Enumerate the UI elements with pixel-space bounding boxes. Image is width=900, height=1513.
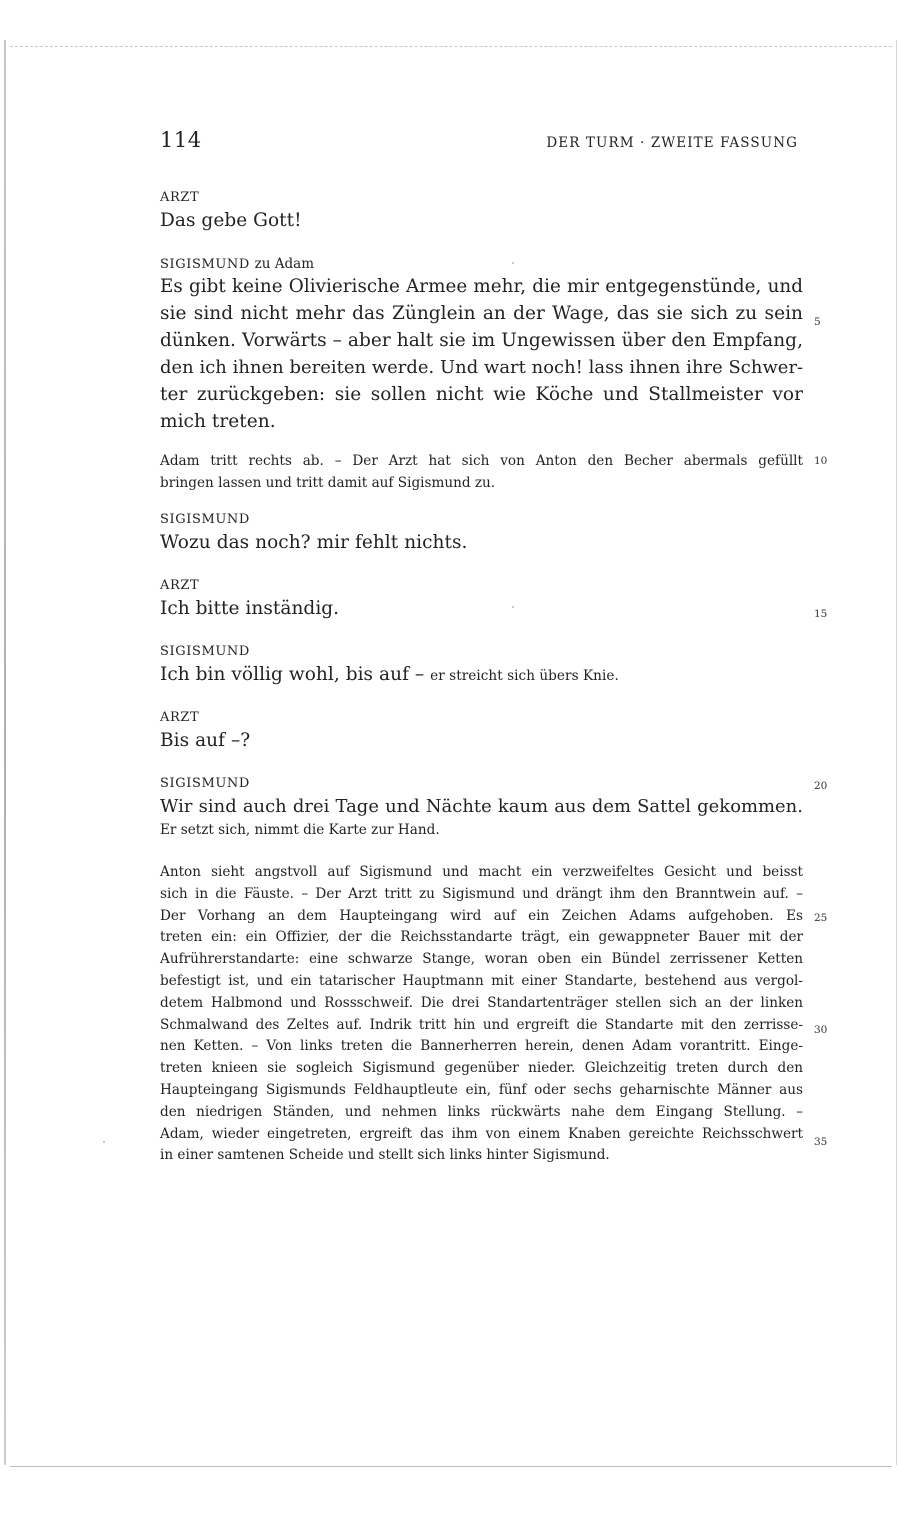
margin-line-number: 15: [814, 608, 828, 620]
scan-edge-top: [10, 46, 892, 47]
speech-line: [160, 661, 803, 688]
margin-line-number: 25: [814, 912, 828, 924]
dialogue-block: [160, 775, 803, 842]
speaker-name: ARZT: [160, 578, 200, 593]
margin-line-number: 10: [814, 455, 828, 467]
dialogue-block: [160, 511, 803, 556]
speech-line: Wozu das noch? mir fehlt nichts.: [160, 532, 468, 553]
stage-direction-line: sich in die Fäuste. – Der Arzt tritt zu Sigismund und drängt ihm den Branntwein auf. –: [160, 885, 803, 902]
inline-stage-direction: er streicht sich übers Knie.: [430, 668, 619, 684]
speech-line: Das gebe Gott!: [160, 210, 302, 231]
stage-direction-line: Adam tritt rechts ab. – Der Arzt hat sich von Anton den Becher abermals gefüllt: [160, 453, 803, 469]
scan-edge-bottom: [10, 1466, 892, 1467]
speaker-name: SIGISMUND: [160, 776, 250, 791]
speech-line: sie sind nicht mehr das Zünglein an der Wage, das sie sich zu sein: [160, 303, 803, 324]
speech-line: den ich ihnen bereiten werde. Und wart noch! lass ihnen ihre Schwer-: [160, 357, 804, 378]
stage-direction-line: Aufrührerstandarte: eine schwarze Stange, woran oben ein Bündel zerrissener Ketten: [160, 951, 803, 968]
speaker-name: ARZT: [160, 710, 200, 725]
speech-line: Ich bitte inständig.: [160, 598, 340, 619]
speech-line: Es gibt keine Olivierische Armee mehr, die mir entgegenstünde, und: [160, 276, 803, 297]
stage-direction-line: Der Vorhang an dem Haupteingang wird auf ein Zeichen Adams aufgehoben. Es: [160, 907, 803, 924]
stage-direction-line: detem Halbmond und Rossschweif. Die drei Standartenträger stellen sich an der linken: [160, 994, 803, 1011]
speaker-name: SIGISMUND: [160, 512, 250, 527]
speaker-name: SIGISMUND: [160, 257, 250, 272]
stage-direction-line: bringen lassen und tritt damit auf Sigismund zu.: [160, 474, 496, 491]
scan-edge-left: [4, 40, 6, 1465]
speaker-heading: [160, 255, 803, 273]
stage-direction-line: befestigt ist, und ein tatarischer Hauptmann mit einer Standarte, bestehend aus vergol-: [160, 972, 803, 989]
dialogue-block: [160, 643, 803, 688]
page-number: 114: [160, 128, 202, 152]
running-header: [160, 128, 798, 162]
stage-direction-line: Anton sieht angstvoll auf Sigismund und macht ein verzweifeltes Gesicht und beisst: [160, 864, 803, 880]
stage-direction-line: treten ein: ein Offizier, der die Reichsstandarte trägt, ein gewappneter Bauer mit der: [160, 929, 803, 946]
margin-line-number: 30: [814, 1024, 828, 1036]
stage-direction-line: Er setzt sich, nimmt die Karte zur Hand.: [160, 822, 440, 838]
speech-text: Ich bin völlig wohl, bis auf –: [160, 664, 425, 685]
stage-direction-line: nen Ketten. – Von links treten die Bannerherren herein, denen Adam vorantritt. Einge-: [160, 1038, 803, 1055]
stage-direction-line: in einer samtenen Scheide und stellt sich links hinter Sigismund.: [160, 1147, 610, 1164]
stage-direction: [160, 862, 803, 1167]
dialogue-block: [160, 255, 803, 435]
dialogue-block: [160, 709, 803, 754]
stage-direction-line: Schmalwand des Zeltes auf. Indrik tritt hin und ergreift die Standarte mit den zerrisse-: [160, 1016, 803, 1033]
speech-line: ter zurückgeben: sie sollen nicht wie Köche und Stallmeister vor: [160, 384, 803, 405]
scan-edge-right: [896, 40, 897, 1465]
speaker-aside: zu Adam: [254, 256, 315, 272]
stage-direction-line: Adam, wieder eingetreten, ergreift das ihm von einem Knaben gereichte Reichsschwert: [160, 1125, 803, 1142]
margin-line-number: 20: [814, 780, 828, 792]
margin-line-number: 5: [814, 316, 821, 328]
speech-line: mich treten.: [160, 411, 276, 432]
speech-line: Wir sind auch drei Tage und Nächte kaum aus dem Sattel gekommen.: [160, 796, 803, 817]
stage-direction-line: treten knieen sie sogleich Sigismund gegenüber nieder. Gleichzeitig treten durch den: [160, 1060, 803, 1077]
scan-speck: [103, 1141, 105, 1143]
stage-direction-line: den niedrigen Ständen, und nehmen links rückwärts nahe dem Eingang Stellung. –: [160, 1103, 803, 1120]
speaker-name: ARZT: [160, 190, 200, 205]
margin-line-number: 35: [814, 1136, 828, 1148]
speech-line: dünken. Vorwärts – aber halt sie im Ungewissen über den Empfang,: [160, 330, 803, 351]
dialogue-block: [160, 577, 803, 622]
dialogue-block: [160, 189, 803, 234]
stage-direction-line: Haupteingang Sigismunds Feldhauptleute ein, fünf oder sechs geharnischte Männer aus: [160, 1081, 803, 1098]
speaker-name: SIGISMUND: [160, 644, 250, 659]
speech-line: Bis auf –?: [160, 730, 251, 751]
running-title: DER TURM · ZWEITE FASSUNG: [546, 135, 798, 151]
stage-direction: [160, 451, 803, 495]
